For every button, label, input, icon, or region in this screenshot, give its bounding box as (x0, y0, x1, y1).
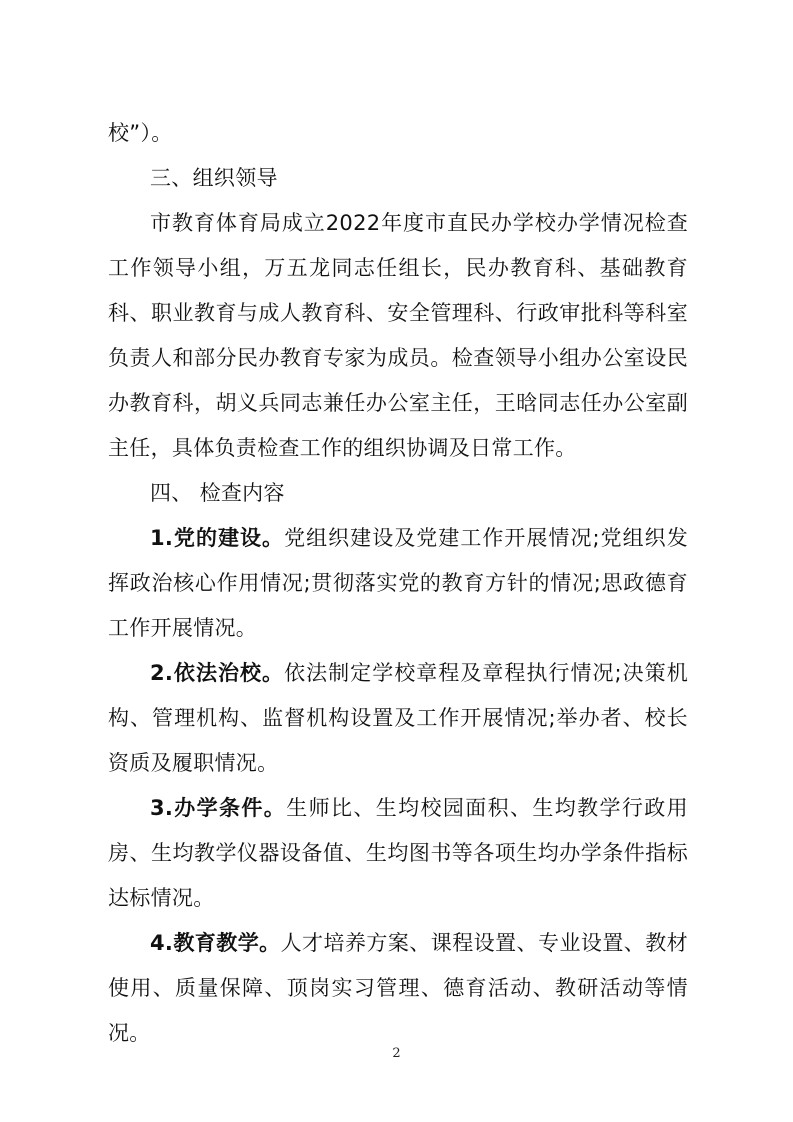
item-text: 党组织建设及党建工作开展情况;党组织发挥政治核心作用情况;贯彻落实党的教育方针的情况;思政德育工作开展情况。 (108, 526, 688, 640)
paragraph-organization (108, 201, 688, 471)
item-text: 生师比、生均校园面积、生均教学行政用房、生均教学仪器设备值、生均图书等各项生均办学条件指标达标情况。 (108, 796, 688, 910)
paragraph-continuation (108, 111, 688, 156)
heading-text: 三、组织领导 (150, 166, 278, 190)
item-text: 依法制定学校章程及章程执行情况;决策机构、管理机构、监督机构设置及工作开展情况;举办者、校长资质及履职情况。 (108, 661, 688, 775)
item-rule-of-law (108, 651, 688, 786)
section-heading-organization (108, 156, 688, 201)
page-number: 2 (392, 1046, 401, 1061)
item-title: 3.办学条件。 (150, 796, 287, 820)
paragraph-text: 校”）。 (108, 121, 173, 145)
item-text: 人才培养方案、课程设置、专业设置、教材使用、质量保障、顶岗实习管理、德育活动、教研活动等情况。 (108, 931, 688, 1045)
paragraph-text: 市教育体育局成立2022年度市直民办学校办学情况检查工作领导小组，万五龙同志任组长，民办教育科、基础教育科、职业教育与成人教育科、安全管理科、行政审批科等科室负责人和部分民办教育专家为成员。检查领导小组办公室设民办教育科，胡义兵同志兼任办公室主任，王晗同志任办公室副主任，具体负责检查工作的组织协调及日常工作。 (108, 211, 688, 460)
item-title: 1.党的建设。 (150, 526, 285, 550)
body-text (108, 111, 688, 1056)
item-education-teaching (108, 921, 688, 1056)
item-party-building (108, 516, 688, 651)
section-heading-inspection-content (108, 471, 688, 516)
item-title: 4.教育教学。 (150, 931, 281, 955)
item-school-conditions (108, 786, 688, 921)
item-title: 2.依法治校。 (150, 661, 285, 685)
heading-text: 四、 检查内容 (150, 481, 285, 505)
